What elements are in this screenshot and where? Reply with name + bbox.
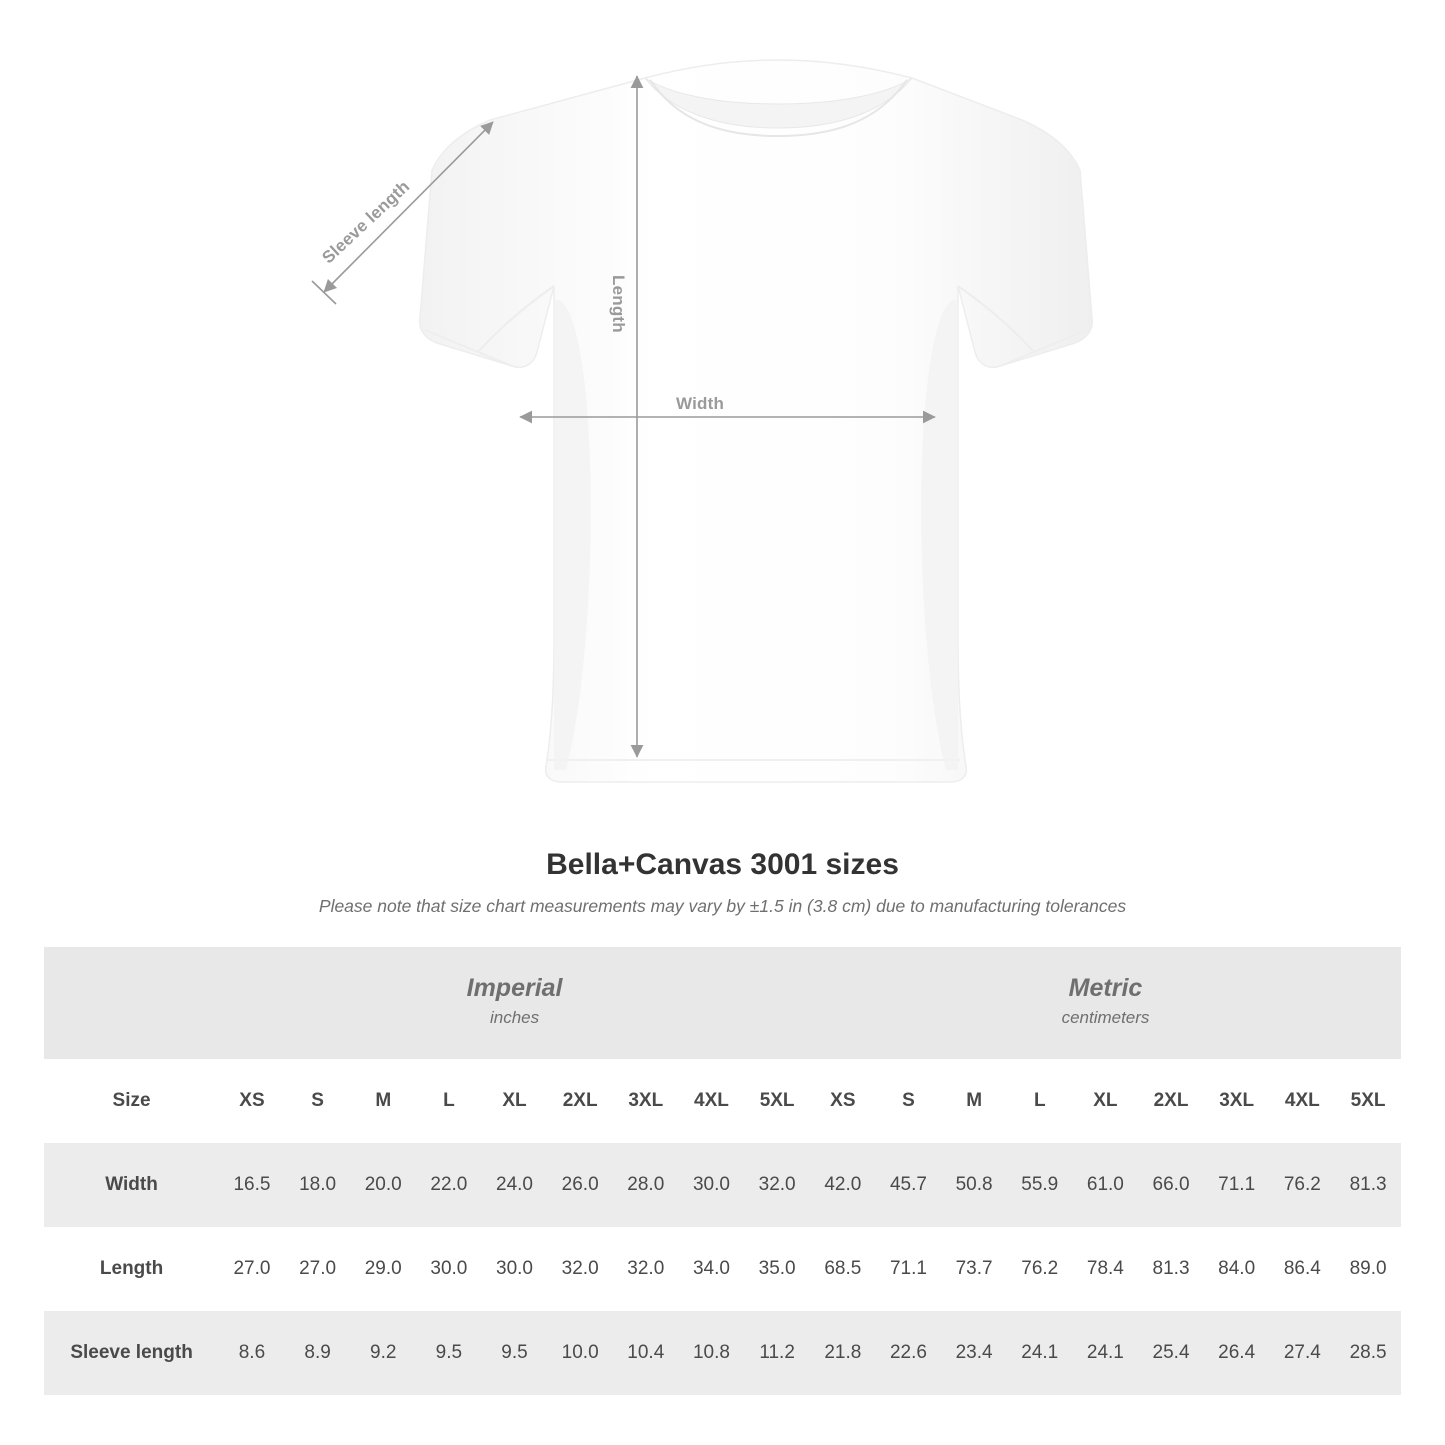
size-column-header: 5XL [744, 1059, 810, 1143]
measurement-row-label: Sleeve length [44, 1311, 219, 1395]
measurement-cell: 11.2 [744, 1311, 810, 1395]
measurement-cell: 55.9 [1007, 1143, 1073, 1227]
measurement-cell: 35.0 [744, 1227, 810, 1311]
size-header-row [44, 1059, 1401, 1143]
measurement-cell: 68.5 [810, 1227, 876, 1311]
size-column-header: L [1007, 1059, 1073, 1143]
measurement-row-label: Width [44, 1143, 219, 1227]
size-column-header: 4XL [1269, 1059, 1335, 1143]
shirt-shape [420, 60, 1093, 782]
measurement-cell: 34.0 [679, 1227, 745, 1311]
size-column-header: 5XL [1335, 1059, 1401, 1143]
measurement-cell: 26.4 [1204, 1311, 1270, 1395]
measurement-cell: 10.4 [613, 1311, 679, 1395]
size-column-header: M [350, 1059, 416, 1143]
size-column-header: S [876, 1059, 942, 1143]
measurement-cell: 21.8 [810, 1311, 876, 1395]
size-column-header: 2XL [547, 1059, 613, 1143]
measurement-cell: 32.0 [547, 1227, 613, 1311]
measurement-cell: 10.8 [679, 1311, 745, 1395]
measurement-cell: 84.0 [1204, 1227, 1270, 1311]
size-table-wrapper [44, 947, 1401, 1395]
table-row [44, 1143, 1401, 1227]
table-row [44, 1311, 1401, 1395]
metric-unit: centimeters [1061, 1007, 1150, 1027]
measurement-cell: 30.0 [679, 1143, 745, 1227]
measurement-cell: 26.0 [547, 1143, 613, 1227]
measurement-cell: 81.3 [1138, 1227, 1204, 1311]
length-dimension-label: Length [609, 275, 628, 333]
size-row-label: Size [44, 1059, 219, 1143]
measurement-cell: 28.0 [613, 1143, 679, 1227]
metric-group-header [810, 947, 1401, 1059]
measurement-cell: 9.5 [416, 1311, 482, 1395]
measurement-cell: 27.0 [285, 1227, 351, 1311]
size-column-header: S [285, 1059, 351, 1143]
measurement-cell: 89.0 [1335, 1227, 1401, 1311]
measurement-cell: 10.0 [547, 1311, 613, 1395]
measurement-cell: 76.2 [1269, 1143, 1335, 1227]
measurement-cell: 86.4 [1269, 1227, 1335, 1311]
measurement-cell: 29.0 [350, 1227, 416, 1311]
measurement-cell: 30.0 [482, 1227, 548, 1311]
measurement-cell: 81.3 [1335, 1143, 1401, 1227]
size-column-header: XL [482, 1059, 548, 1143]
measurement-cell: 25.4 [1138, 1311, 1204, 1395]
measurement-cell: 42.0 [810, 1143, 876, 1227]
measurement-cell: 9.5 [482, 1311, 548, 1395]
measurement-cell: 22.0 [416, 1143, 482, 1227]
size-column-header: XS [810, 1059, 876, 1143]
imperial-unit: inches [489, 1007, 540, 1027]
width-dimension-label: Width [676, 394, 725, 413]
measurement-cell: 71.1 [876, 1227, 942, 1311]
measurement-cell: 61.0 [1073, 1143, 1139, 1227]
measurement-cell: 32.0 [613, 1227, 679, 1311]
measurement-cell: 8.9 [285, 1311, 351, 1395]
size-column-header: 4XL [679, 1059, 745, 1143]
measurement-cell: 18.0 [285, 1143, 351, 1227]
measurement-cell: 8.6 [219, 1311, 285, 1395]
measurement-cell: 32.0 [744, 1143, 810, 1227]
measurement-cell: 28.5 [1335, 1311, 1401, 1395]
unit-header-spacer [44, 947, 219, 1059]
measurement-cell: 24.0 [482, 1143, 548, 1227]
sleeve-length-dimension-label: Sleeve length [318, 176, 414, 268]
measurement-cell: 16.5 [219, 1143, 285, 1227]
measurement-cell: 30.0 [416, 1227, 482, 1311]
size-table [44, 947, 1401, 1395]
measurement-cell: 9.2 [350, 1311, 416, 1395]
size-column-header: XL [1073, 1059, 1139, 1143]
size-column-header: XS [219, 1059, 285, 1143]
measurement-cell: 24.1 [1007, 1311, 1073, 1395]
measurement-cell: 71.1 [1204, 1143, 1270, 1227]
measurement-cell: 45.7 [876, 1143, 942, 1227]
imperial-label: Imperial [466, 973, 563, 1002]
metric-label: Metric [1068, 973, 1143, 1002]
chart-title-block [0, 848, 1445, 917]
size-column-header: L [416, 1059, 482, 1143]
tolerance-note: Please note that size chart measurements may vary by ±1.5 in (3.8 cm) due to manufacturing tolerances [318, 896, 1127, 916]
size-column-header: 2XL [1138, 1059, 1204, 1143]
measurement-cell: 78.4 [1073, 1227, 1139, 1311]
measurement-cell: 76.2 [1007, 1227, 1073, 1311]
measurement-cell: 24.1 [1073, 1311, 1139, 1395]
measurement-cell: 22.6 [876, 1311, 942, 1395]
imperial-group-header [219, 947, 810, 1059]
size-column-header: M [941, 1059, 1007, 1143]
measurement-cell: 66.0 [1138, 1143, 1204, 1227]
measurement-cell: 27.4 [1269, 1311, 1335, 1395]
measurement-cell: 50.8 [941, 1143, 1007, 1227]
measurement-row-label: Length [44, 1227, 219, 1311]
measurement-cell: 23.4 [941, 1311, 1007, 1395]
unit-header-row [44, 947, 1401, 1059]
size-column-header: 3XL [613, 1059, 679, 1143]
measurement-cell: 20.0 [350, 1143, 416, 1227]
measurement-cell: 73.7 [941, 1227, 1007, 1311]
measurement-cell: 27.0 [219, 1227, 285, 1311]
size-column-header: 3XL [1204, 1059, 1270, 1143]
page-title: Bella+Canvas 3001 sizes [546, 848, 899, 881]
table-row [44, 1227, 1401, 1311]
